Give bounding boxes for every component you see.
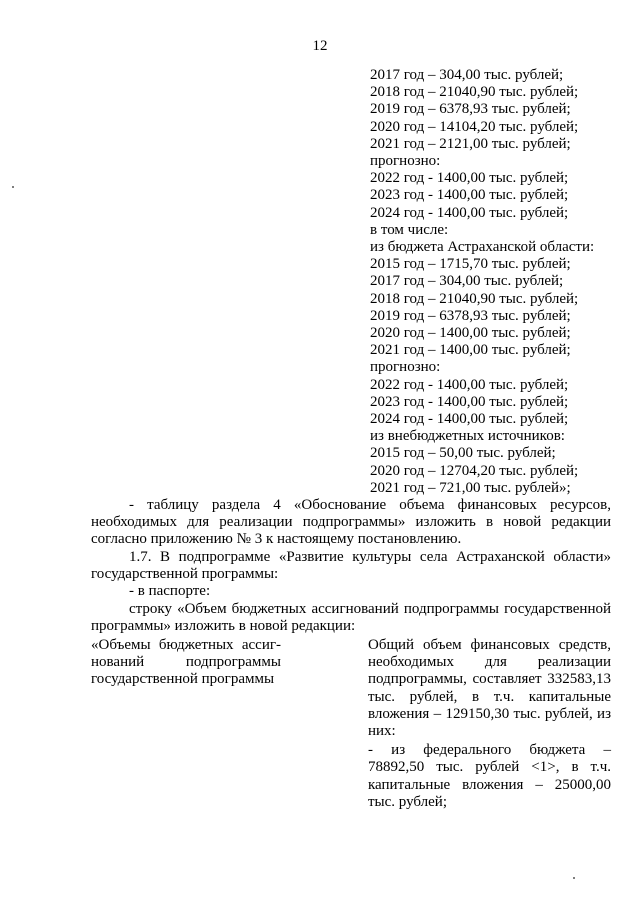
funding-list [370, 67, 632, 497]
row-statement-paragraph: строку «Объем бюджетных ассигнований подпрограммы государственной программы» изложить в новой редакции: [91, 601, 611, 635]
passport-label-line: нований подпрограммы [91, 654, 281, 671]
passport-federal-text: - из федерального бюджета – 78892,50 тыс. рублей <1>, в т.ч. капитальные вложения – 25000,00 тыс. рублей; [368, 742, 611, 810]
passport-total-text: Общий объем финансовых средств, необходимых для реализации подпрограммы, составляет 332583,13 тыс. рублей, в т.ч. капитальные вложения – 129150,30 тыс. рублей, из них: [368, 637, 611, 740]
funding-line: 2020 год – 1400,00 тыс. рублей; [370, 325, 571, 342]
funding-line: 2018 год – 21040,90 тыс. рублей; [370, 84, 579, 101]
funding-line: 2019 год – 6378,93 тыс. рублей; [370, 101, 571, 118]
funding-line: 2020 год – 14104,20 тыс. рублей; [370, 118, 579, 135]
table-replace-paragraph: - таблицу раздела 4 «Обоснование объема финансовых ресурсов, необходимых для реализации подпрограммы» изложить в новой редакции согласно приложению № 3 к настоящему постановлению. [91, 497, 611, 548]
funding-line: 2015 год – 1715,70 тыс. рублей; [370, 256, 571, 273]
passport-label-line: «Объемы бюджетных ассиг- [91, 637, 281, 653]
funding-line: 2022 год - 1400,00 тыс. рублей; [370, 376, 569, 393]
funding-line: 2024 год - 1400,00 тыс. рублей; [370, 411, 569, 428]
funding-line: из бюджета Астраханской области: [370, 239, 595, 256]
funding-line: 2018 год – 21040,90 тыс. рублей; [370, 290, 579, 307]
funding-line: 2024 год - 1400,00 тыс. рублей; [370, 204, 569, 221]
funding-line: 2019 год – 6378,93 тыс. рублей; [370, 307, 571, 324]
funding-line: прогнозно: [370, 359, 441, 376]
funding-line: 2017 год – 304,00 тыс. рублей; [370, 67, 564, 83]
page-number: 12 [312, 38, 328, 54]
scan-speck [573, 877, 575, 879]
funding-line: 2021 год – 721,00 тыс. рублей»; [370, 479, 571, 496]
funding-line: 2015 год – 50,00 тыс. рублей; [370, 445, 556, 462]
item-1-7-paragraph: 1.7. В подпрограмме «Развитие культуры села Астраханской области» государственной программы: [91, 549, 611, 583]
funding-line: 2020 год – 12704,20 тыс. рублей; [370, 462, 579, 479]
funding-line: из внебюджетных источников: [370, 428, 565, 445]
funding-line: прогнозно: [370, 153, 441, 170]
funding-line: 2023 год - 1400,00 тыс. рублей; [370, 393, 569, 410]
in-passport-paragraph: - в паспорте: [129, 583, 211, 599]
funding-line: 2023 год - 1400,00 тыс. рублей; [370, 187, 569, 204]
funding-line: 2017 год – 304,00 тыс. рублей; [370, 273, 564, 290]
funding-line: 2022 год - 1400,00 тыс. рублей; [370, 170, 569, 187]
funding-line: 2021 год – 1400,00 тыс. рублей; [370, 342, 571, 359]
passport-row-label [91, 637, 281, 689]
funding-line: в том числе: [370, 221, 449, 238]
passport-row-value [368, 637, 611, 811]
passport-label-line: государственной программы [91, 671, 275, 688]
scan-speck [12, 186, 14, 188]
funding-line: 2021 год – 2121,00 тыс. рублей; [370, 135, 571, 152]
